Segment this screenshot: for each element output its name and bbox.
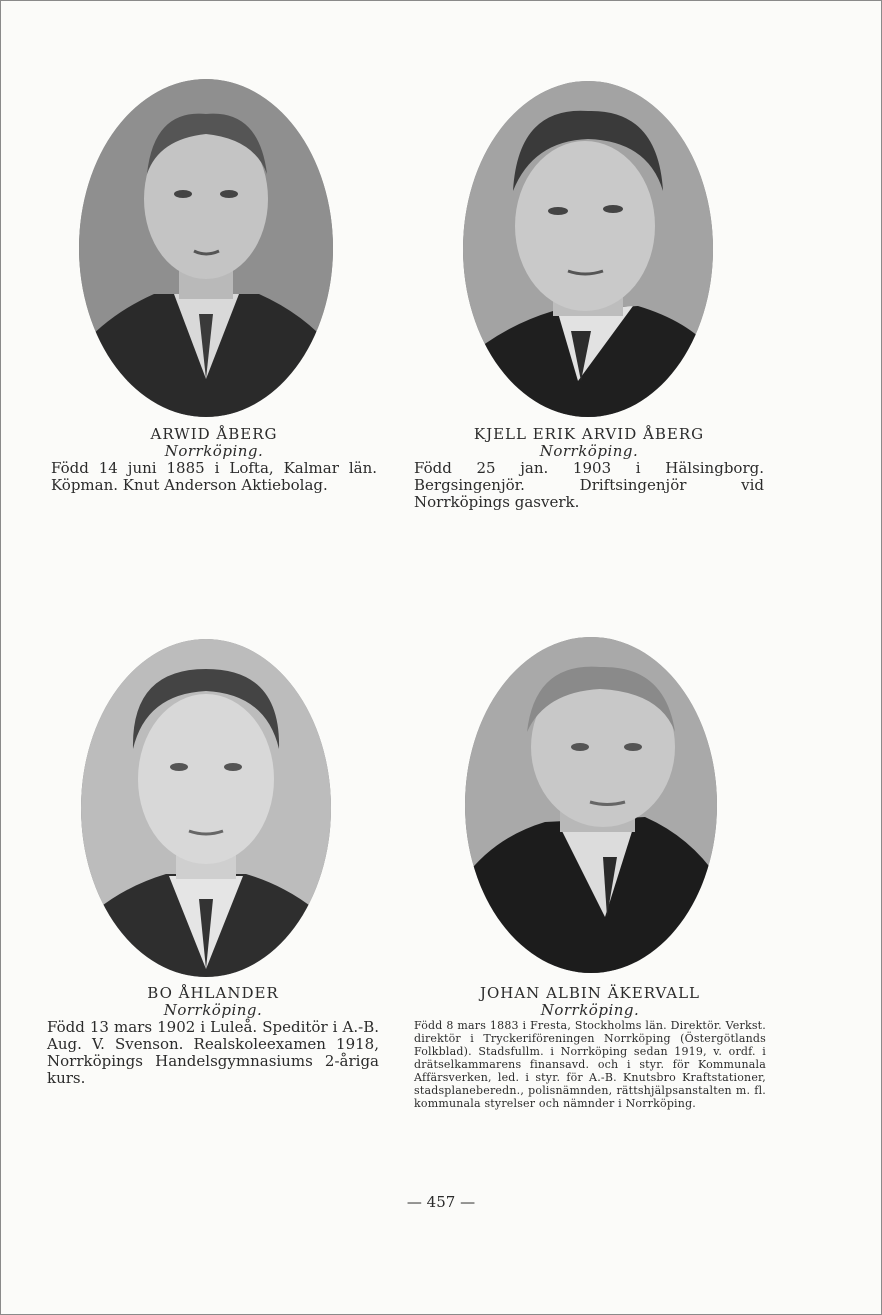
- person-city: Norrköping.: [164, 442, 264, 460]
- portrait-photo-johan-akervall: [465, 637, 717, 973]
- portrait-photo-arwid-aberg: [79, 79, 333, 417]
- entry-kjell-aberg: [414, 426, 764, 511]
- person-name: ARWID ÅBERG: [150, 425, 278, 443]
- page-number: — 457 —: [406, 1193, 476, 1211]
- person-name: BO ÅHLANDER: [147, 984, 279, 1002]
- person-biography: Född 14 juni 1885 i Lofta, Kalmar län. Köpman. Knut Anderson Aktiebolag.: [51, 459, 377, 494]
- person-name: KJELL ERIK ARVID ÅBERG: [473, 425, 705, 443]
- person-city: Norrköping.: [539, 442, 639, 460]
- person-name: JOHAN ALBIN ÄKERVALL: [479, 984, 701, 1002]
- person-biography: Född 8 mars 1883 i Fresta, Stockholms län. Direktör. Verkst. direktör i Tryckeriföreningen Norrköping (Östergötlands Folkblad). Stadsfullm. i Norrköping sedan 1919, v. ordf. i drätselkammarens finansavd. och i styr. för Kommunala Affärsverken, led. i styr. för A.-B. Knutsbro Kraftstationer, stadsplaneberedn., polisnämnden, rättshjälpsanstalten m. fl. kommunala styrelser och nämnder i Norrköping.: [414, 1019, 766, 1110]
- person-biography: Född 25 jan. 1903 i Hälsingborg. Bergsingenjör. Driftsingenjör vid Norrköpings gasverk.: [414, 459, 764, 511]
- portrait-photo-kjell-aberg: [463, 81, 713, 417]
- person-city: Norrköping.: [540, 1001, 640, 1019]
- person-city: Norrköping.: [163, 1001, 263, 1019]
- entry-bo-ahlander: [47, 985, 379, 1087]
- entry-arwid-aberg: [51, 426, 377, 494]
- entry-johan-akervall: [414, 985, 766, 1110]
- person-biography: Född 13 mars 1902 i Luleå. Speditör i A.-B. Aug. V. Svenson. Realskoleexamen 1918, Norrköpings Handelsgymnasiums 2-åriga kurs.: [47, 1018, 379, 1087]
- portrait-photo-bo-ahlander: [81, 639, 331, 977]
